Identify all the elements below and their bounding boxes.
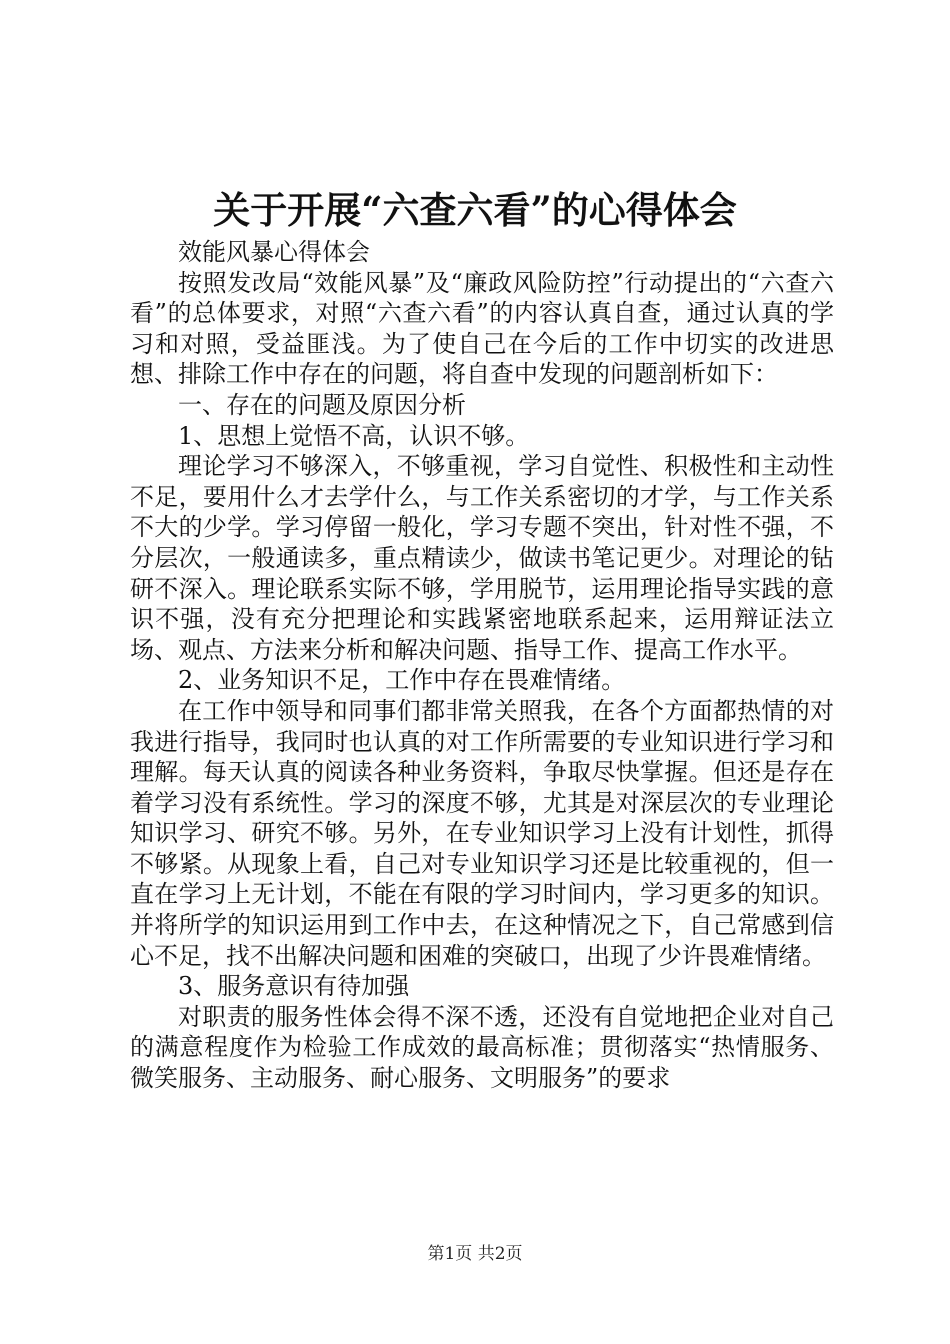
paragraph-2: 在工作中领导和同事们都非常关照我，在各个方面都热情的对我进行指导，我同时也认真的对工作所需要的专业知识进行学习和理解。每天认真的阅读各种业务资料，争取尽快掌握。但还是存在着学习没有系统性。学习的深度不够，尤其是对深层次的专业理论知识学习、研究不够。另外，在专业知识学习上没有计划性，抓得不够紧。从现象上看，自己对专业知识学习还是比较重视的，但一直在学习上无计划，不能在有限的学习时间内，学习更多的知识。并将所学的知识运用到工作中去，在这种情况之下，自己常感到信心不足，找不出解决问题和困难的突破口，出现了少许畏难情绪。 (130, 696, 834, 970)
page-footer: 第1页 共2页 (427, 1244, 523, 1264)
paragraph-3: 对职责的服务性体会得不深不透，还没有自觉地把企业对自己的满意程度作为检验工作成效的最高标准；贯彻落实“热情服务、微笑服务、主动服务、耐心服务、文明服务”的要求 (130, 1002, 834, 1093)
paragraph-subtitle: 效能风暴心得体会 (178, 238, 370, 266)
document-title: 关于开展“六查六看”的心得体会 (213, 188, 737, 232)
subheading-3: 3、服务意识有待加强 (178, 972, 410, 1001)
subheading-1: 1、思想上觉悟不高，认识不够。 (178, 421, 530, 450)
document-body (130, 237, 834, 1094)
section-heading-problems: 一、存在的问题及原因分析 (178, 390, 466, 419)
subheading-2: 2、业务知识不足，工作中存在畏难情绪。 (178, 666, 626, 695)
paragraph-intro: 按照发改局“效能风暴”及“廉政风险防控”行动提出的“六查六看”的总体要求，对照“六查六看”的内容认真自查，通过认真的学习和对照，受益匪浅。为了使自己在今后的工作中切实的改进思想、排除工作中存在的问题，将自查中发现的问题剖析如下： (130, 268, 834, 389)
paragraph-1: 理论学习不够深入，不够重视，学习自觉性、积极性和主动性不足，要用什么才去学什么，与工作关系密切的才学，与工作关系不大的少学。学习停留一般化，学习专题不突出，针对性不强，不分层次，一般通读多，重点精读少，做读书笔记更少。对理论的钻研不深入。理论联系实际不够，学用脱节，运用理论指导实践的意识不强，没有充分把理论和实践紧密地联系起来，运用辩证法立场、观点、方法来分析和解决问题、指导工作、提高工作水平。 (130, 452, 834, 664)
